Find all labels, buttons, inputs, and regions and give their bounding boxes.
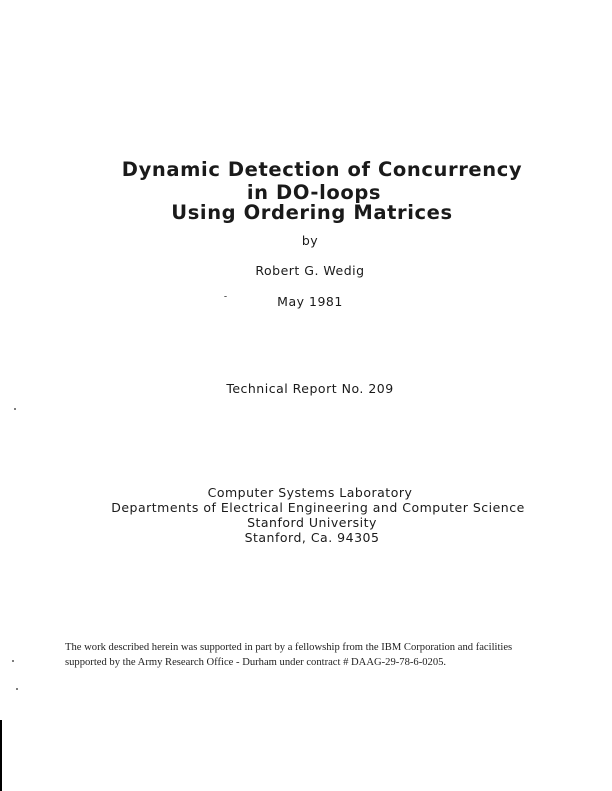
title-line-1: Dynamic Detection of Concurrency [121,158,523,181]
departments: Departments of Electrical Engineering and Computer Science [111,500,525,515]
funding-note-line-2: supported by the Army Research Office - Durham under contract # DAAG-29-78-6-0205. [65,657,447,668]
university-location: Stanford, Ca. 94305 [244,530,380,545]
scan-speck [12,660,14,662]
title-line-3: Using Ordering Matrices [171,201,453,224]
funding-note [65,640,565,670]
university-name: Stanford University [247,515,377,530]
report-number: Technical Report No. 209 [226,381,394,396]
funding-note-line-1: The work described herein was supported in part by a fellowship from the IBM Corporation and facilities [65,642,513,653]
scan-speck [14,408,16,410]
scan-speck [16,688,18,690]
scan-edge-line [0,720,2,791]
publication-date: May 1981 [277,294,343,309]
author-name: Robert G. Wedig [255,263,365,278]
lab-name: Computer Systems Laboratory [207,485,413,500]
title-line-2: in DO-loops [246,181,382,204]
scan-speck [224,296,227,297]
byline: by [301,233,319,248]
